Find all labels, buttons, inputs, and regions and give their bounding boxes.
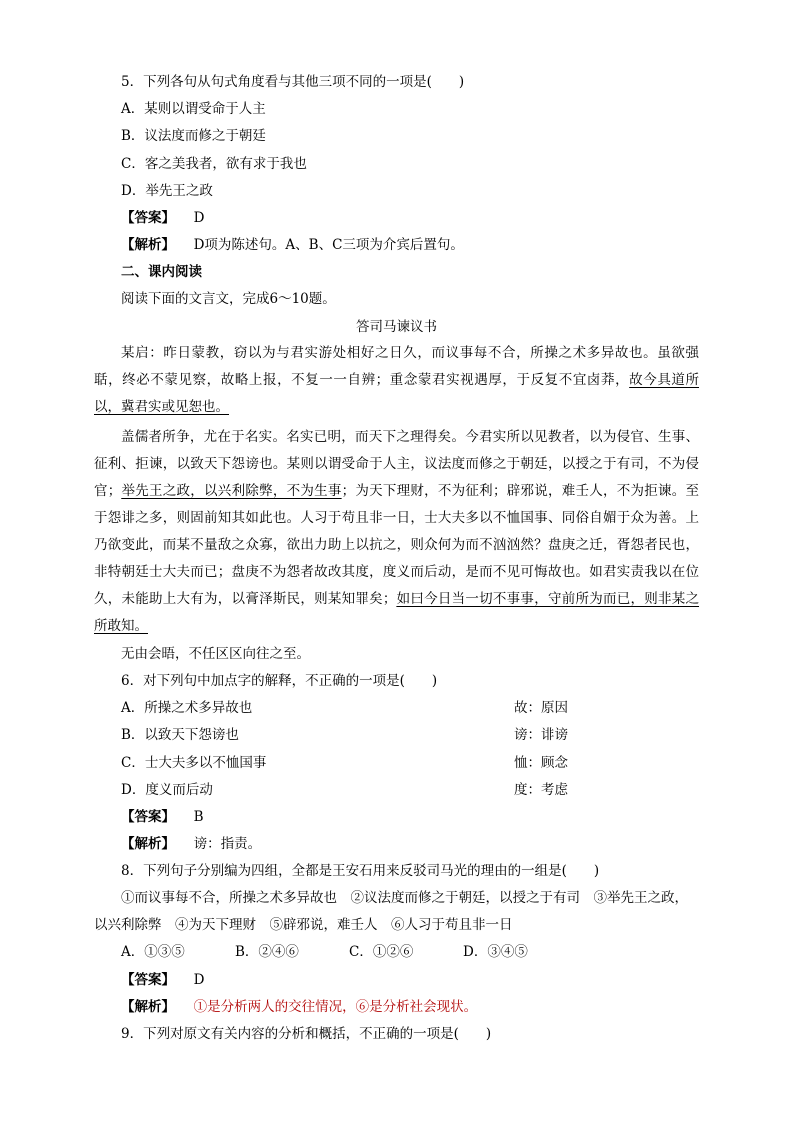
section-heading: 二、课内阅读 bbox=[121, 264, 202, 280]
q6-gloss-b: 谤：诽谤 bbox=[514, 727, 568, 743]
section-instruction: 阅读下面的文言文，完成6～10题。 bbox=[121, 291, 336, 307]
q5-answer bbox=[121, 209, 204, 227]
passage-paragraph-3: 无由会晤，不任区区向往之至。 bbox=[121, 646, 310, 662]
answer-tag: 【答案】 bbox=[121, 809, 175, 825]
q6-answer bbox=[121, 808, 204, 826]
underlined-sentence: 故今具道所以，冀君实或见恕也。 bbox=[94, 372, 700, 415]
q6-gloss-a: 故：原因 bbox=[514, 700, 568, 716]
q8-choice-c: C．①②⑥ bbox=[349, 944, 414, 960]
q6-option-d: D．度义而后动 bbox=[121, 782, 213, 798]
q9-stem: 9．下列对原文有关内容的分析和概括，不正确的一项是( ) bbox=[121, 1026, 492, 1042]
passage-text: 盖儒者所争，尤在于名实。名实已明，而天下之理得矣。今君实所以见教者，以为侵官、生事、征利、拒谏，以致天下怨谤也。某则以谓受命于人主，议法度而修之于朝廷，以授之于有司，不为侵官； bbox=[94, 429, 699, 499]
passage-title: 答司马谏议书 bbox=[356, 319, 437, 335]
underlined-sentence: 举先王之政，以兴利除弊，不为生事 bbox=[121, 483, 342, 499]
underlined-sentence: 如曰今日当一切不事事，守前所为而已，则非某之所敢知。 bbox=[94, 591, 700, 634]
q8-analysis bbox=[121, 998, 477, 1016]
analysis-tag: 【解析】 bbox=[121, 237, 175, 253]
passage-paragraph-2 bbox=[94, 424, 699, 640]
q8-choices bbox=[121, 943, 528, 961]
q5-option-b: B．议法度而修之于朝廷 bbox=[121, 128, 266, 144]
analysis-text: D项为陈述句。A、B、C三项为介宾后置句。 bbox=[193, 237, 464, 253]
q6-stem: 6．对下列句中加点字的解释，不正确的一项是( ) bbox=[121, 673, 438, 689]
q6-option-b: B．以致天下怨谤也 bbox=[121, 727, 239, 743]
q5-option-c: C．客之美我者，欲有求于我也 bbox=[121, 156, 307, 172]
analysis-text: 谤：指责。 bbox=[193, 836, 262, 852]
answer-tag: 【答案】 bbox=[121, 972, 175, 988]
analysis-text: ①是分析两人的交往情况，⑥是分析社会现状。 bbox=[193, 999, 478, 1015]
q8-stem: 8．下列句子分别编为四组，全都是王安石用来反驳司马光的理由的一组是( ) bbox=[121, 863, 600, 879]
q8-choice-b: B．②④⑥ bbox=[235, 944, 299, 960]
passage-text: ；为天下理财，不为征利；辟邪说，难壬人，不为拒谏。至于怨诽之多，则固前知其如此也。人习于苟且非一日，士大夫多以不恤国事、同俗自媚于众为善。上乃欲变此，而某不量敌之众寡，欲出力助上以抗之，则众何为而不汹汹然？盘庚之迁，胥怨者民也，非特朝廷士大夫而已；盘庚不为怨者故改其度，度义而后动，是而不见可悔故也。如君实责我以在位久，未能助上大有为，以膏泽斯民，则某知罪矣； bbox=[94, 483, 700, 607]
q6-gloss-c: 恤：顾念 bbox=[514, 755, 568, 771]
q8-items-line-1: ①而议事每不合，所操之术多异故也 ②议法度而修之于朝廷，以授之于有司 ③举先王之政， bbox=[121, 890, 688, 906]
q8-choice-a: A．①③⑤ bbox=[121, 944, 185, 960]
passage-text: 某启：昨日蒙教，窃以为与君实游处相好之日久，而议事每不合，所操之术多异故也。虽欲强聒，终必不蒙见察，故略上报，不复一一自辨；重念蒙君实视遇厚，于反复不宜卤莽， bbox=[94, 345, 699, 388]
answer-tag: 【答案】 bbox=[121, 210, 175, 226]
q5-analysis bbox=[121, 236, 464, 254]
answer-value: D bbox=[193, 210, 205, 226]
q5-stem: 5．下列各句从句式角度看与其他三项不同的一项是( ) bbox=[121, 74, 465, 90]
q8-choice-d: D．③④⑤ bbox=[463, 944, 528, 960]
analysis-tag: 【解析】 bbox=[121, 999, 175, 1015]
q8-items-line-2: 以兴利除弊 ④为天下理财 ⑤辟邪说，难壬人 ⑥人习于苟且非一日 bbox=[94, 917, 513, 933]
q6-option-c: C．士大夫多以不恤国事 bbox=[121, 755, 267, 771]
q6-analysis bbox=[121, 835, 261, 853]
answer-value: B bbox=[193, 809, 204, 825]
q6-gloss-d: 度：考虑 bbox=[514, 782, 568, 798]
q5-option-d: D．举先王之政 bbox=[121, 183, 213, 199]
answer-value: D bbox=[193, 972, 205, 988]
q5-option-a: A．某则以谓受命于人主 bbox=[121, 101, 266, 117]
q6-option-a: A．所操之术多异故也 bbox=[121, 700, 253, 716]
q8-answer bbox=[121, 971, 204, 989]
analysis-tag: 【解析】 bbox=[121, 836, 175, 852]
passage-paragraph-1 bbox=[94, 340, 699, 421]
